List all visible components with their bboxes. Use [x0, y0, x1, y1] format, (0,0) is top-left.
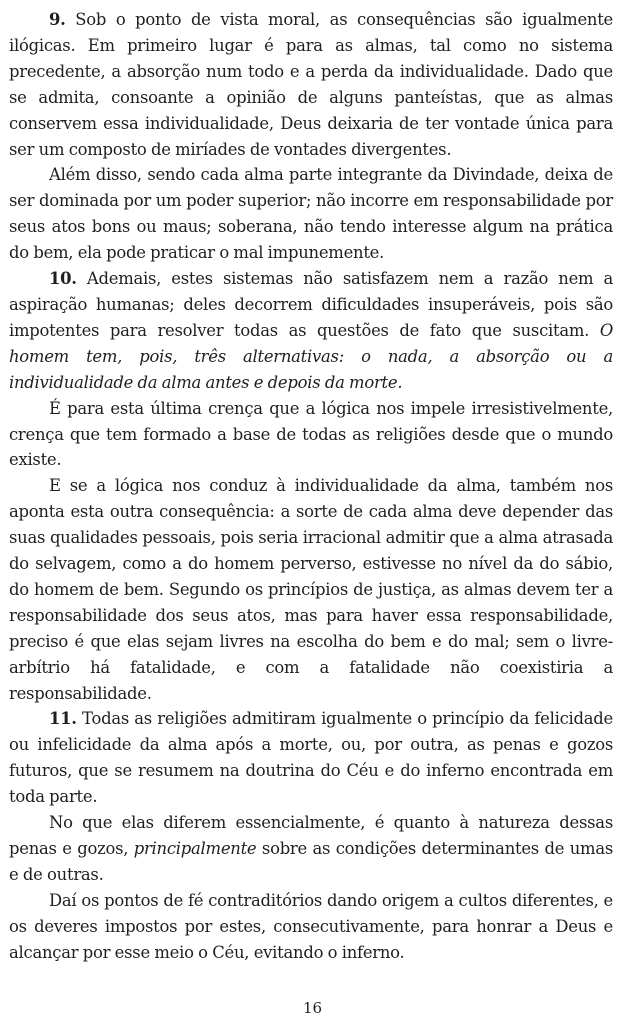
paragraph-text: E se a lógica nos conduz à individualidade da alma, também nos aponta esta outra consequência: a sorte de cada alma deve depender das suas qualidades pessoais, pois seria irracional admitir que a alma atrasada do selvagem, como a do homem perverso, estivesse no nível da do sábio, do homem de bem. Segundo os princípios de justiça, as almas devem ter a responsabilidade dos seus atos, mas para haver essa responsabilidade, preciso é que elas sejam livres na escolha do bem e do mal; sem o livre-arbítrio há fatalidade, e com a fatalidade não coexistiria a responsabilidade. [9, 476, 613, 703]
paragraph-text: Ademais, estes sistemas não satisfazem nem a razão nem a aspiração humanas; deles decorrem dificuldades insuperáveis, pois são impotentes para resolver todas as questões de fato que suscitam. [9, 269, 613, 340]
paragraph-text: Daí os pontos de fé contraditórios dando origem a cultos diferentes, e os deveres impostos por estes, consecutivamente, para honrar a Deus e alcançar por esse meio o Céu, evitando o inferno. [9, 890, 613, 962]
paragraph-11-continuation [9, 810, 613, 888]
page-number: 16 [302, 999, 323, 1017]
paragraph-9 [9, 7, 613, 162]
paragraph-text: Além disso, sendo cada alma parte integrante da Divindade, deixa de ser dominada por um poder superior; não incorre em responsabilidade por seus atos bons ou maus; soberana, não tendo interesse algum na prática do bem, ela pode praticar o mal impunemente. [9, 165, 613, 263]
paragraph-10-continuation [9, 396, 613, 474]
paragraph-11-conclusion [9, 888, 613, 966]
paragraph-9-continuation [9, 162, 613, 266]
paragraph-text: É para esta última crença que a lógica nos impele irresistivelmente, crença que tem formado a base de todas as religiões desde que o mundo existe. [9, 398, 613, 470]
paragraph-number: 10. [49, 269, 77, 289]
paragraph-number: 9. [49, 10, 66, 29]
body-text [9, 7, 613, 966]
paragraph-10-conclusion [9, 473, 613, 706]
italic-passage: O homem tem, pois, três alternativas: o nada, a absorção ou a individualidade da alma antes e depois da morte. [9, 320, 613, 392]
paragraph-text-after: sobre as condições determinantes de umas e de outras. [9, 839, 613, 884]
paragraph-text: Todas as religiões admitiram igualmente o princípio da felicidade ou infelicidade da alma após a morte, ou, por outra, as penas e gozos futuros, que se resumem na doutrina do Céu e do inferno encontrada em toda parte. [9, 709, 613, 807]
italic-word: principalmente [133, 839, 257, 858]
paragraph-number: 11. [49, 709, 77, 729]
paragraph-11 [9, 706, 613, 810]
paragraph-text: Sob o ponto de vista moral, as consequências são igualmente ilógicas. Em primeiro lugar é para as almas, tal como no sistema precedente, a absorção num todo e a perda da individualidade. Dado que se admita, consoante a opinião de alguns panteístas, que as almas conservem essa individualidade, Deus deixaria de ter vontade única para ser um composto de miríades de vontades divergentes. [9, 10, 613, 159]
paragraph-text: No que elas diferem essencialmente, é quanto à natureza dessas penas e gozos, [9, 813, 613, 858]
paragraph-10 [9, 266, 613, 396]
